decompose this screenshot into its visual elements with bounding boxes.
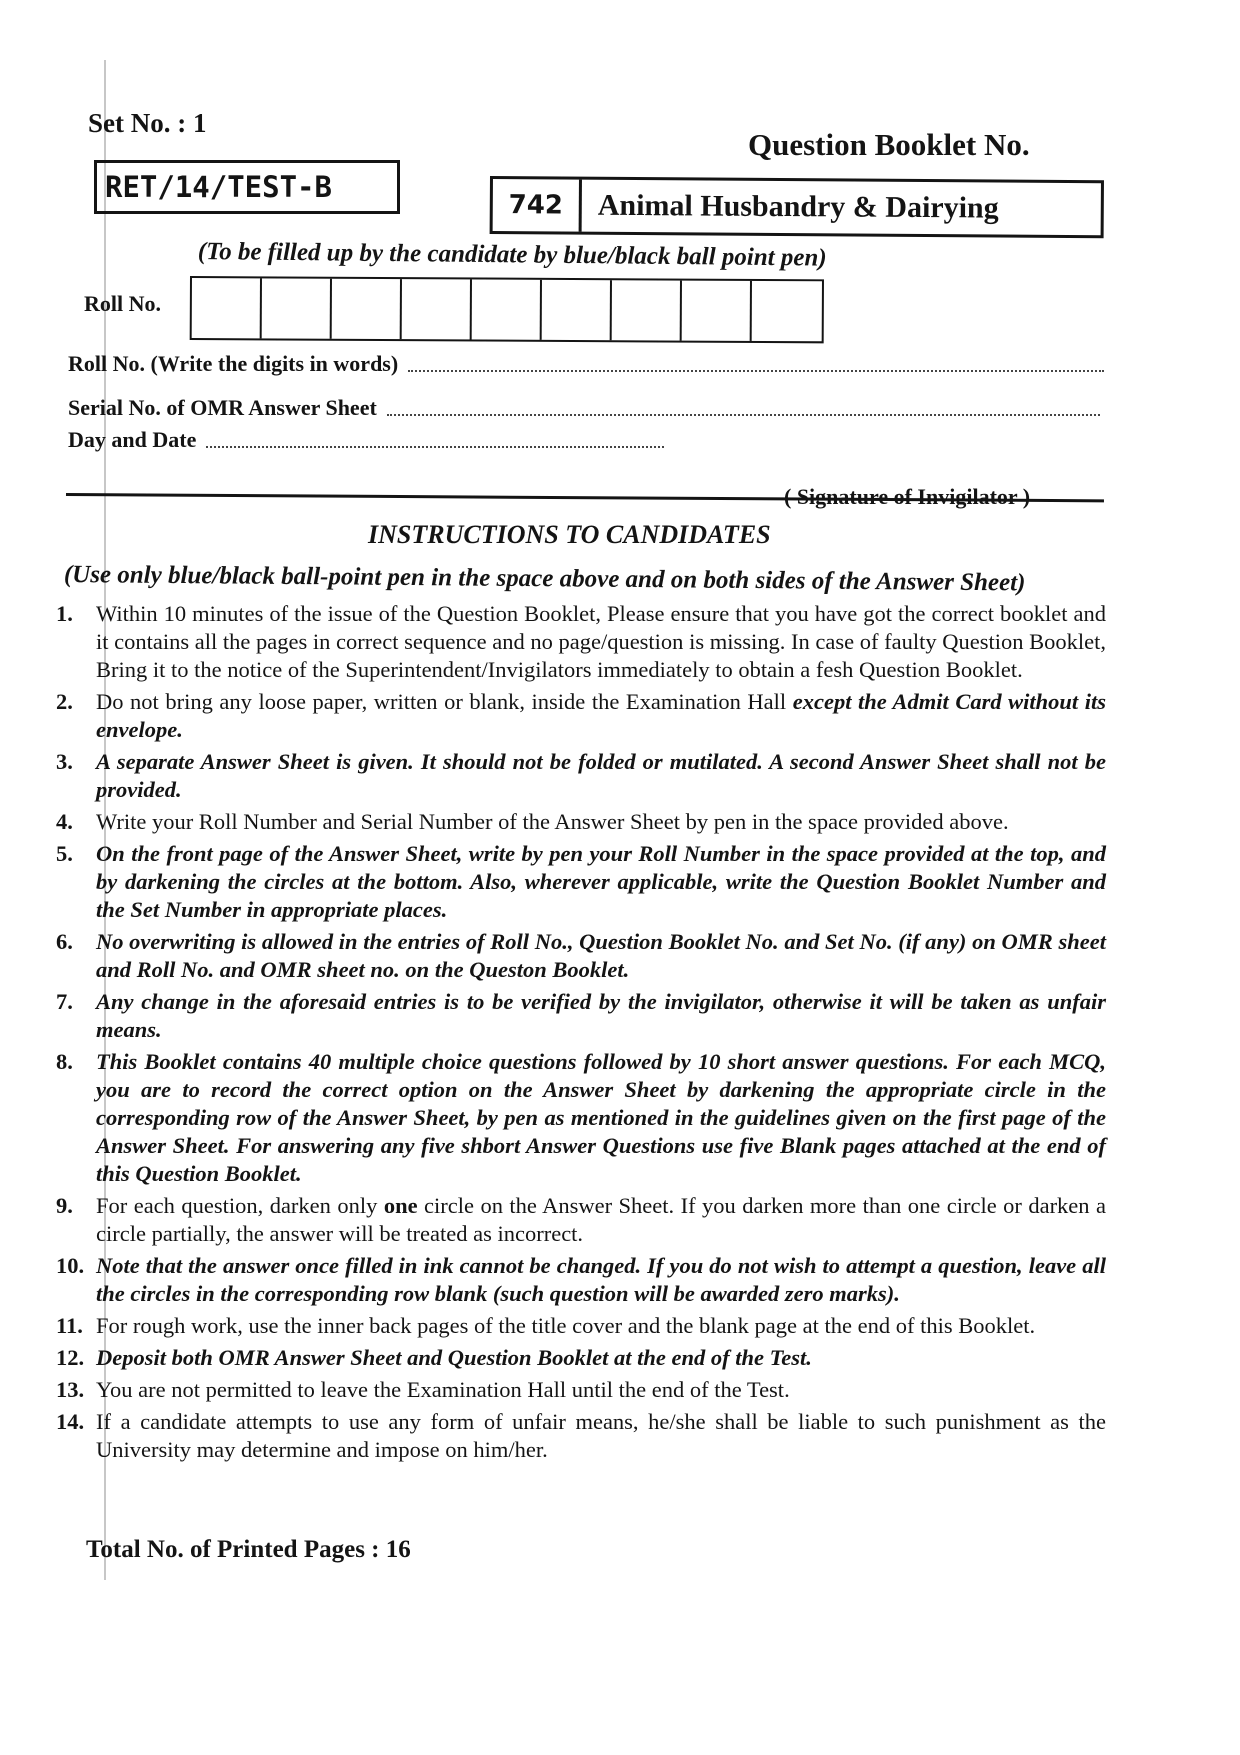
item-number: 7. bbox=[56, 989, 73, 1014]
question-booklet-label: Question Booklet No. bbox=[748, 127, 1030, 162]
list-item bbox=[56, 688, 1106, 744]
instructions-title: INSTRUCTIONS TO CANDIDATES bbox=[368, 520, 771, 549]
roll-no-words-label: Roll No. (Write the digits in words) bbox=[68, 351, 399, 376]
instructions-subtitle: (Use only blue/black ball-point pen in the space above and on both sides of the Answer Sheet) bbox=[63, 561, 1026, 597]
item-text: Deposit both OMR Answer Sheet and Question Booklet at the end of the Test. bbox=[96, 1345, 812, 1370]
item-number: 10. bbox=[56, 1253, 85, 1278]
item-number: 11. bbox=[56, 1313, 83, 1338]
invigilator-signature-label: ( Signature of Invigilator ) bbox=[784, 484, 1031, 509]
item-text bbox=[96, 688, 1106, 744]
list-item bbox=[56, 1376, 1106, 1404]
question-booklet-number: 742 bbox=[493, 179, 582, 232]
item-text: You are not permitted to leave the Examination Hall until the end of the Test. bbox=[96, 1377, 790, 1402]
question-booklet-box bbox=[490, 176, 1104, 238]
list-item bbox=[56, 1312, 1106, 1340]
roll-no-words-input[interactable] bbox=[408, 370, 1104, 372]
fill-instruction-note: (To be filled up by the candidate by blue/black ball point pen) bbox=[197, 238, 827, 272]
roll-no-digit-box[interactable] bbox=[612, 280, 682, 340]
roll-no-digit-box[interactable] bbox=[542, 280, 612, 340]
roll-no-digit-box[interactable] bbox=[402, 279, 472, 339]
omr-serial-field bbox=[68, 395, 1100, 421]
roll-no-digit-box[interactable] bbox=[192, 278, 262, 338]
day-date-field bbox=[68, 427, 664, 453]
roll-no-digit-box[interactable] bbox=[472, 279, 542, 339]
item-number: 9. bbox=[56, 1193, 73, 1218]
roll-no-boxes bbox=[190, 276, 824, 343]
item-number: 6. bbox=[56, 929, 73, 954]
item-text: On the front page of the Answer Sheet, write by pen your Roll Number in the space provided at the top, and by darkening the circles at the bottom. Also, wherever applicable, write the Question Booklet Number and the Set Number in appropriate places. bbox=[96, 841, 1106, 922]
omr-serial-label: Serial No. of OMR Answer Sheet bbox=[68, 395, 377, 420]
roll-no-digit-box[interactable] bbox=[752, 281, 822, 341]
list-item bbox=[56, 1408, 1106, 1464]
item-text: For rough work, use the inner back pages of the title cover and the blank page at the end of this Booklet. bbox=[96, 1313, 1036, 1338]
omr-serial-input[interactable] bbox=[387, 414, 1100, 416]
list-item bbox=[56, 808, 1106, 836]
roll-no-digit-box[interactable] bbox=[332, 279, 402, 339]
item-number: 12. bbox=[56, 1345, 85, 1370]
day-date-label: Day and Date bbox=[68, 427, 197, 452]
item-text-plain: Do not bring any loose paper, written or blank, inside the Examination Hall bbox=[96, 689, 787, 714]
set-number: Set No. : 1 bbox=[88, 108, 207, 138]
item-text-emphasis: except the Admit Card without its envelope. bbox=[96, 689, 1107, 742]
item-text: A separate Answer Sheet is given. It should not be folded or mutilated. A second Answer Sheet shall not be provided. bbox=[96, 749, 1106, 802]
list-item bbox=[56, 988, 1106, 1044]
item-number: 5. bbox=[56, 841, 73, 866]
item-text: Within 10 minutes of the issue of the Question Booklet, Please ensure that you have got the correct booklet and it contains all the pages in correct sequence and no page/question is missing. In case of faulty Question Booklet, Bring it to the notice of the Superintendent/Invigilators immediately to obtain a fesh Question Booklet. bbox=[96, 601, 1106, 682]
list-item bbox=[56, 748, 1106, 804]
item-number: 13. bbox=[56, 1377, 85, 1402]
item-text bbox=[96, 1192, 1106, 1248]
item-text: Any change in the aforesaid entries is to be verified by the invigilator, otherwise it will be taken as unfair means. bbox=[96, 989, 1106, 1042]
roll-no-digit-box[interactable] bbox=[682, 281, 752, 341]
item-text: Write your Roll Number and Serial Number of the Answer Sheet by pen in the space provided above. bbox=[96, 809, 1009, 834]
item-text-plain: circle on the Answer Sheet. If you darken more than one circle or darken a circle partially, the answer will be treated as incorrect. bbox=[96, 1193, 1106, 1246]
subject-title: Animal Husbandry & Dairying bbox=[597, 188, 999, 225]
item-number: 3. bbox=[56, 749, 73, 774]
roll-no-words-field bbox=[68, 351, 1104, 377]
item-number: 14. bbox=[56, 1409, 85, 1434]
item-number: 4. bbox=[56, 809, 73, 834]
item-number: 8. bbox=[56, 1049, 73, 1074]
roll-no-digit-box[interactable] bbox=[262, 278, 332, 338]
item-text: This Booklet contains 40 multiple choice questions followed by 10 short answer questions. For each MCQ, you are to record the correct option on the Answer Sheet by darkening the appropriate circle in the corresponding row of the Answer Sheet, by pen as mentioned in the guidelines given on the first page of the Answer Sheet. For answering any five shbort Answer Questions use five Blank pages attached at the end of this Question Booklet. bbox=[96, 1049, 1106, 1186]
item-number: 2. bbox=[56, 689, 73, 714]
total-printed-pages: Total No. of Printed Pages : 16 bbox=[86, 1536, 411, 1563]
item-text: No overwriting is allowed in the entries of Roll No., Question Booklet No. and Set No. (if any) on OMR sheet and Roll No. and OMR sheet no. on the Queston Booklet. bbox=[96, 929, 1106, 982]
instructions-list bbox=[56, 600, 1106, 1468]
item-text-plain: For each question, darken only bbox=[96, 1193, 384, 1218]
list-item bbox=[56, 1048, 1106, 1188]
list-item bbox=[56, 600, 1106, 684]
day-date-input[interactable] bbox=[206, 446, 664, 448]
item-number: 1. bbox=[56, 601, 73, 626]
item-text: If a candidate attempts to use any form of unfair means, he/she shall be liable to such punishment as the University may determine and impose on him/her. bbox=[96, 1409, 1106, 1462]
list-item bbox=[56, 1344, 1106, 1372]
roll-no-label: Roll No. bbox=[84, 291, 161, 316]
item-text-bold: one bbox=[383, 1193, 418, 1218]
item-text: Note that the answer once filled in ink cannot be changed. If you do not wish to attempt a question, leave all the circles in the corresponding row blank (such question will be awarded zero marks). bbox=[96, 1253, 1106, 1306]
list-item bbox=[56, 1192, 1106, 1248]
list-item bbox=[56, 928, 1106, 984]
test-code-box: RET/14/TEST-B bbox=[94, 160, 400, 214]
list-item bbox=[56, 840, 1106, 924]
list-item bbox=[56, 1252, 1106, 1308]
